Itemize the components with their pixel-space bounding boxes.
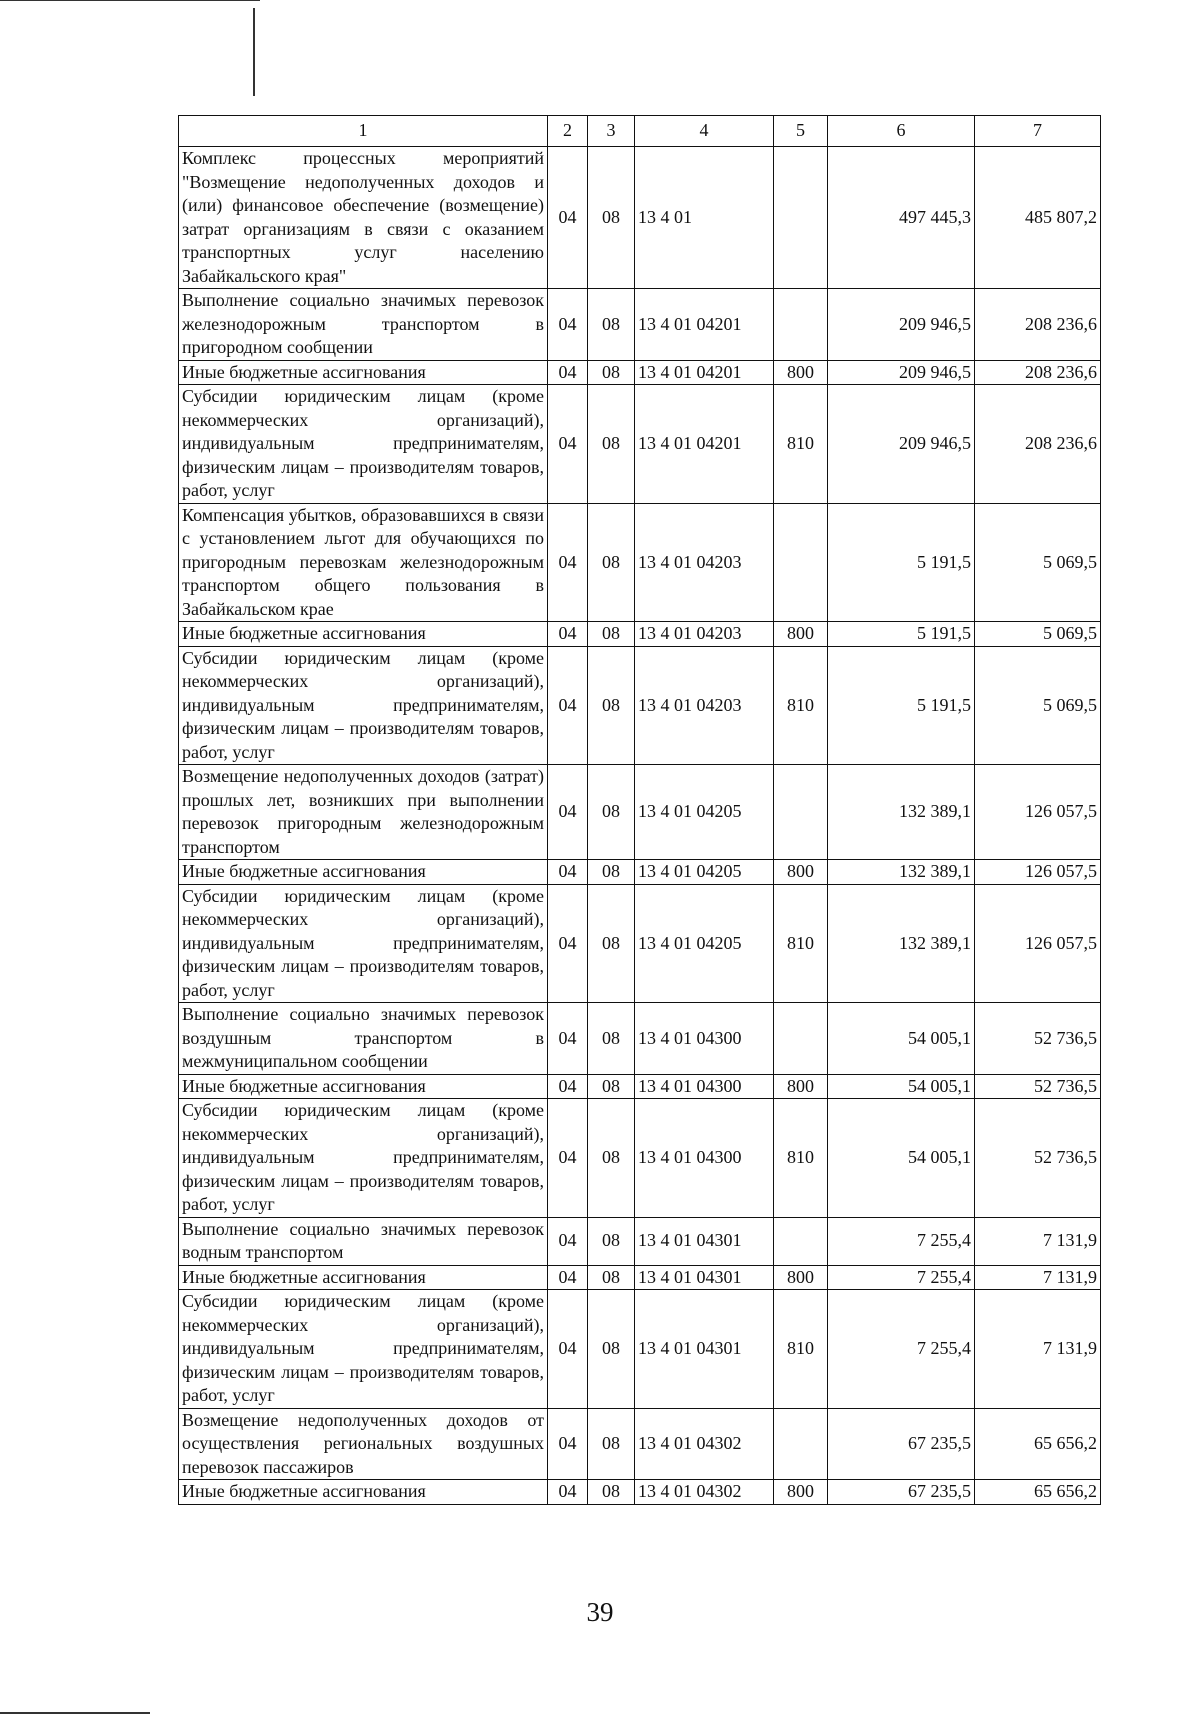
amount-year1-cell: 5 191,5 bbox=[828, 503, 975, 622]
expense-type-cell bbox=[774, 147, 828, 289]
scan-mark-top-left bbox=[253, 8, 255, 96]
section-code-cell: 04 bbox=[548, 1074, 588, 1099]
target-article-cell: 13 4 01 04205 bbox=[635, 884, 774, 1003]
target-article-cell: 13 4 01 04301 bbox=[635, 1265, 774, 1290]
amount-year2-cell: 65 656,2 bbox=[975, 1480, 1101, 1505]
subsection-code-cell: 08 bbox=[588, 147, 635, 289]
expense-type-cell: 800 bbox=[774, 622, 828, 647]
amount-year2-cell: 208 236,6 bbox=[975, 360, 1101, 385]
table-row bbox=[179, 1265, 1101, 1290]
amount-year2-cell: 126 057,5 bbox=[975, 765, 1101, 860]
row-name-cell: Комплекс процессных мероприятий "Возмещение недополученных доходов и (или) финансовое обеспечение (возмещение) затрат организациям в связи с оказанием транспортных услуг населению Забайкальского края" bbox=[179, 147, 548, 289]
amount-year2-cell: 5 069,5 bbox=[975, 646, 1101, 765]
column-header-3: 3 bbox=[588, 116, 635, 147]
target-article-cell: 13 4 01 bbox=[635, 147, 774, 289]
row-name-cell: Субсидии юридическим лицам (кроме некоммерческих организаций), индивидуальным предпринимателям, физическим лицам – производителям товаров, работ, услуг bbox=[179, 646, 548, 765]
expense-type-cell: 810 bbox=[774, 884, 828, 1003]
target-article-cell: 13 4 01 04203 bbox=[635, 622, 774, 647]
subsection-code-cell: 08 bbox=[588, 1074, 635, 1099]
amount-year2-cell: 52 736,5 bbox=[975, 1074, 1101, 1099]
amount-year2-cell: 126 057,5 bbox=[975, 860, 1101, 885]
target-article-cell: 13 4 01 04205 bbox=[635, 860, 774, 885]
target-article-cell: 13 4 01 04302 bbox=[635, 1480, 774, 1505]
amount-year1-cell: 54 005,1 bbox=[828, 1074, 975, 1099]
row-name-cell: Возмещение недополученных доходов (затрат) прошлых лет, возникших при выполнении перевозок пригородным железнодорожным транспортом bbox=[179, 765, 548, 860]
amount-year1-cell: 5 191,5 bbox=[828, 646, 975, 765]
section-code-cell: 04 bbox=[548, 385, 588, 504]
subsection-code-cell: 08 bbox=[588, 1265, 635, 1290]
target-article-cell: 13 4 01 04300 bbox=[635, 1099, 774, 1218]
amount-year1-cell: 132 389,1 bbox=[828, 765, 975, 860]
expense-type-cell bbox=[774, 1003, 828, 1075]
table-row bbox=[179, 360, 1101, 385]
row-name-cell: Иные бюджетные ассигнования bbox=[179, 1480, 548, 1505]
subsection-code-cell: 08 bbox=[588, 1290, 635, 1409]
expense-type-cell: 810 bbox=[774, 385, 828, 504]
amount-year2-cell: 5 069,5 bbox=[975, 622, 1101, 647]
section-code-cell: 04 bbox=[548, 147, 588, 289]
row-name-cell: Выполнение социально значимых перевозок водным транспортом bbox=[179, 1217, 548, 1265]
amount-year2-cell: 208 236,6 bbox=[975, 289, 1101, 361]
amount-year2-cell: 7 131,9 bbox=[975, 1290, 1101, 1409]
table-row bbox=[179, 1074, 1101, 1099]
amount-year1-cell: 209 946,5 bbox=[828, 289, 975, 361]
amount-year1-cell: 209 946,5 bbox=[828, 385, 975, 504]
amount-year2-cell: 52 736,5 bbox=[975, 1003, 1101, 1075]
section-code-cell: 04 bbox=[548, 1290, 588, 1409]
table-row bbox=[179, 385, 1101, 504]
subsection-code-cell: 08 bbox=[588, 1408, 635, 1480]
amount-year2-cell: 5 069,5 bbox=[975, 503, 1101, 622]
section-code-cell: 04 bbox=[548, 1265, 588, 1290]
amount-year2-cell: 126 057,5 bbox=[975, 884, 1101, 1003]
row-name-cell: Субсидии юридическим лицам (кроме некоммерческих организаций), индивидуальным предпринимателям, физическим лицам – производителям товаров, работ, услуг bbox=[179, 884, 548, 1003]
subsection-code-cell: 08 bbox=[588, 503, 635, 622]
section-code-cell: 04 bbox=[548, 1480, 588, 1505]
amount-year1-cell: 5 191,5 bbox=[828, 622, 975, 647]
row-name-cell: Иные бюджетные ассигнования bbox=[179, 360, 548, 385]
amount-year1-cell: 7 255,4 bbox=[828, 1265, 975, 1290]
header-row bbox=[179, 116, 1101, 147]
page-number: 39 bbox=[586, 1597, 614, 1627]
section-code-cell: 04 bbox=[548, 1003, 588, 1075]
table-row bbox=[179, 1099, 1101, 1218]
target-article-cell: 13 4 01 04302 bbox=[635, 1408, 774, 1480]
scan-mark-bottom-edge bbox=[0, 1712, 150, 1714]
amount-year1-cell: 67 235,5 bbox=[828, 1480, 975, 1505]
section-code-cell: 04 bbox=[548, 503, 588, 622]
table-body bbox=[179, 147, 1101, 1505]
subsection-code-cell: 08 bbox=[588, 860, 635, 885]
table-row bbox=[179, 1408, 1101, 1480]
section-code-cell: 04 bbox=[548, 360, 588, 385]
scan-mark-top-edge bbox=[0, 0, 260, 1]
column-header-7: 7 bbox=[975, 116, 1101, 147]
subsection-code-cell: 08 bbox=[588, 622, 635, 647]
amount-year2-cell: 7 131,9 bbox=[975, 1265, 1101, 1290]
table-row bbox=[179, 1290, 1101, 1409]
row-name-cell: Выполнение социально значимых перевозок воздушным транспортом в межмуниципальном сообщении bbox=[179, 1003, 548, 1075]
column-header-5: 5 bbox=[774, 116, 828, 147]
target-article-cell: 13 4 01 04201 bbox=[635, 360, 774, 385]
amount-year2-cell: 52 736,5 bbox=[975, 1099, 1101, 1218]
column-header-2: 2 bbox=[548, 116, 588, 147]
table-row bbox=[179, 1217, 1101, 1265]
target-article-cell: 13 4 01 04300 bbox=[635, 1003, 774, 1075]
expense-type-cell bbox=[774, 503, 828, 622]
column-header-1: 1 bbox=[179, 116, 548, 147]
amount-year1-cell: 7 255,4 bbox=[828, 1290, 975, 1409]
row-name-cell: Иные бюджетные ассигнования bbox=[179, 622, 548, 647]
row-name-cell: Субсидии юридическим лицам (кроме некоммерческих организаций), индивидуальным предпринимателям, физическим лицам – производителям товаров, работ, услуг bbox=[179, 1290, 548, 1409]
subsection-code-cell: 08 bbox=[588, 884, 635, 1003]
section-code-cell: 04 bbox=[548, 884, 588, 1003]
table-row bbox=[179, 147, 1101, 289]
section-code-cell: 04 bbox=[548, 1217, 588, 1265]
amount-year1-cell: 209 946,5 bbox=[828, 360, 975, 385]
section-code-cell: 04 bbox=[548, 622, 588, 647]
subsection-code-cell: 08 bbox=[588, 1099, 635, 1218]
expense-type-cell bbox=[774, 1408, 828, 1480]
table-row bbox=[179, 860, 1101, 885]
amount-year2-cell: 7 131,9 bbox=[975, 1217, 1101, 1265]
amount-year2-cell: 65 656,2 bbox=[975, 1408, 1101, 1480]
target-article-cell: 13 4 01 04300 bbox=[635, 1074, 774, 1099]
expense-type-cell: 800 bbox=[774, 360, 828, 385]
subsection-code-cell: 08 bbox=[588, 360, 635, 385]
amount-year2-cell: 208 236,6 bbox=[975, 385, 1101, 504]
row-name-cell: Субсидии юридическим лицам (кроме некоммерческих организаций), индивидуальным предпринимателям, физическим лицам – производителям товаров, работ, услуг bbox=[179, 1099, 548, 1218]
target-article-cell: 13 4 01 04205 bbox=[635, 765, 774, 860]
subsection-code-cell: 08 bbox=[588, 289, 635, 361]
expense-type-cell: 800 bbox=[774, 860, 828, 885]
amount-year1-cell: 132 389,1 bbox=[828, 884, 975, 1003]
subsection-code-cell: 08 bbox=[588, 765, 635, 860]
column-header-4: 4 bbox=[635, 116, 774, 147]
expense-type-cell: 810 bbox=[774, 1099, 828, 1218]
amount-year1-cell: 497 445,3 bbox=[828, 147, 975, 289]
expense-type-cell bbox=[774, 289, 828, 361]
table-row bbox=[179, 1003, 1101, 1075]
amount-year1-cell: 67 235,5 bbox=[828, 1408, 975, 1480]
amount-year1-cell: 7 255,4 bbox=[828, 1217, 975, 1265]
section-code-cell: 04 bbox=[548, 646, 588, 765]
expense-type-cell: 800 bbox=[774, 1074, 828, 1099]
row-name-cell: Субсидии юридическим лицам (кроме некоммерческих организаций), индивидуальным предпринимателям, физическим лицам – производителям товаров, работ, услуг bbox=[179, 385, 548, 504]
subsection-code-cell: 08 bbox=[588, 1480, 635, 1505]
target-article-cell: 13 4 01 04203 bbox=[635, 503, 774, 622]
expense-type-cell bbox=[774, 1217, 828, 1265]
section-code-cell: 04 bbox=[548, 1408, 588, 1480]
expense-type-cell: 800 bbox=[774, 1265, 828, 1290]
row-name-cell: Компенсация убытков, образовавшихся в связи с установлением льгот для обучающихся по пригородным перевозкам железнодорожным транспортом общего пользования в Забайкальском крае bbox=[179, 503, 548, 622]
table-row bbox=[179, 289, 1101, 361]
target-article-cell: 13 4 01 04301 bbox=[635, 1290, 774, 1409]
target-article-cell: 13 4 01 04203 bbox=[635, 646, 774, 765]
table-row bbox=[179, 884, 1101, 1003]
subsection-code-cell: 08 bbox=[588, 385, 635, 504]
section-code-cell: 04 bbox=[548, 1099, 588, 1218]
target-article-cell: 13 4 01 04201 bbox=[635, 385, 774, 504]
expense-type-cell: 810 bbox=[774, 1290, 828, 1409]
amount-year1-cell: 54 005,1 bbox=[828, 1003, 975, 1075]
row-name-cell: Иные бюджетные ассигнования bbox=[179, 860, 548, 885]
amount-year2-cell: 485 807,2 bbox=[975, 147, 1101, 289]
expense-type-cell: 810 bbox=[774, 646, 828, 765]
target-article-cell: 13 4 01 04301 bbox=[635, 1217, 774, 1265]
table-row bbox=[179, 622, 1101, 647]
table-row bbox=[179, 503, 1101, 622]
target-article-cell: 13 4 01 04201 bbox=[635, 289, 774, 361]
expense-type-cell: 800 bbox=[774, 1480, 828, 1505]
subsection-code-cell: 08 bbox=[588, 646, 635, 765]
amount-year1-cell: 54 005,1 bbox=[828, 1099, 975, 1218]
section-code-cell: 04 bbox=[548, 765, 588, 860]
section-code-cell: 04 bbox=[548, 289, 588, 361]
row-name-cell: Выполнение социально значимых перевозок железнодорожным транспортом в пригородном сообщении bbox=[179, 289, 548, 361]
subsection-code-cell: 08 bbox=[588, 1003, 635, 1075]
row-name-cell: Иные бюджетные ассигнования bbox=[179, 1074, 548, 1099]
amount-year1-cell: 132 389,1 bbox=[828, 860, 975, 885]
budget-table bbox=[178, 115, 1101, 1505]
row-name-cell: Иные бюджетные ассигнования bbox=[179, 1265, 548, 1290]
section-code-cell: 04 bbox=[548, 860, 588, 885]
subsection-code-cell: 08 bbox=[588, 1217, 635, 1265]
expense-type-cell bbox=[774, 765, 828, 860]
table-row bbox=[179, 646, 1101, 765]
row-name-cell: Возмещение недополученных доходов от осуществления региональных воздушных перевозок пассажиров bbox=[179, 1408, 548, 1480]
table-row bbox=[179, 1480, 1101, 1505]
table-row bbox=[179, 765, 1101, 860]
column-header-6: 6 bbox=[828, 116, 975, 147]
